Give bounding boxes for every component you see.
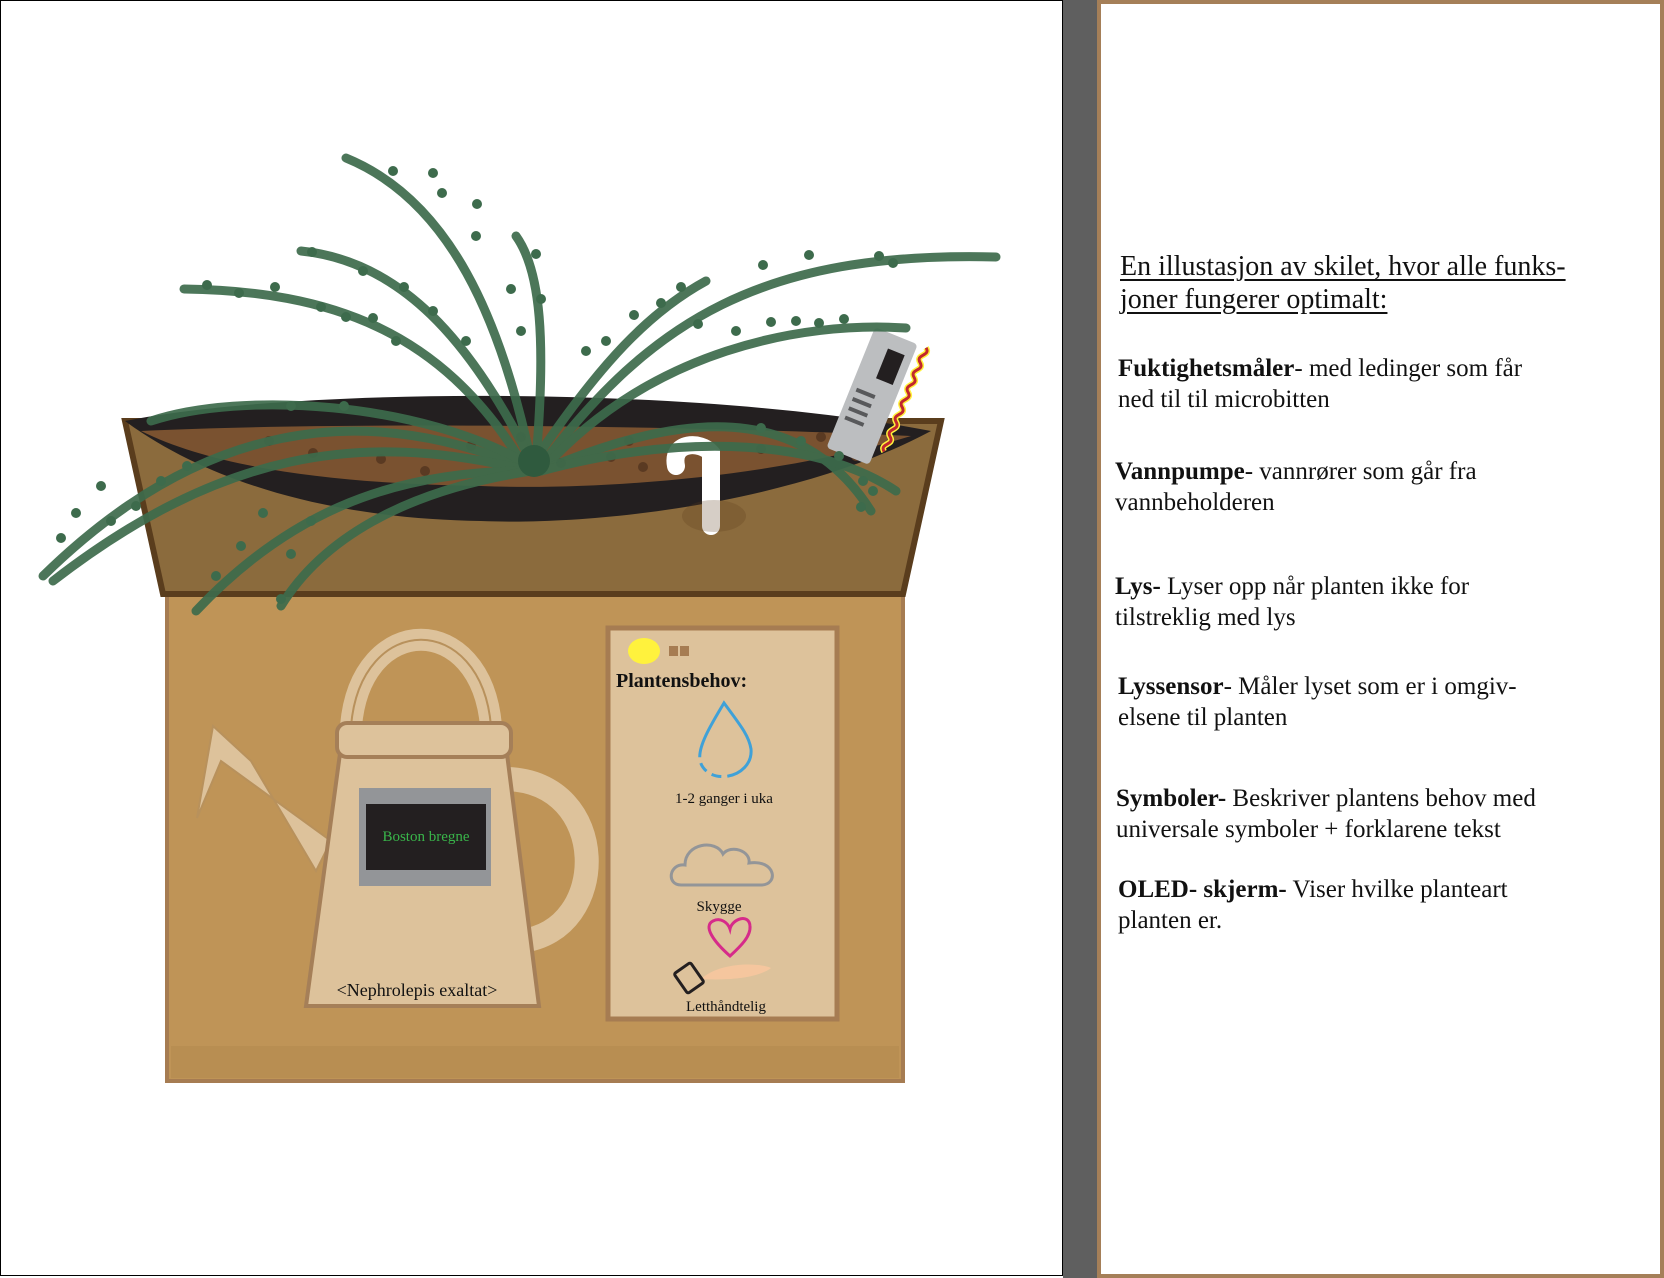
needs-card — [608, 628, 837, 1019]
light-label: Skygge — [696, 899, 742, 915]
light-sensor — [669, 646, 678, 656]
item-desc-line1: - Måler lyset som er i omgiv- — [1223, 673, 1517, 700]
item-desc-line1: - med ledinger som får — [1294, 355, 1523, 382]
item-term: Symboler- — [1116, 785, 1227, 812]
plant-sign-illustration — [1, 1, 1064, 1277]
item-vannpumpe — [1115, 456, 1615, 518]
item-desc-line1: Lyser opp når planten ikke for — [1160, 573, 1470, 600]
panel-title-line2: joner fungerer optimalt: — [1120, 284, 1388, 315]
item-term: Lyssensor — [1118, 673, 1224, 700]
item-term: OLED- skjerm- — [1118, 876, 1287, 903]
latin-name: <Nephrolepis exaltat> — [336, 980, 498, 1000]
description-panel — [1097, 0, 1664, 1278]
item-desc-line2: tilstreklig med lys — [1115, 604, 1296, 631]
item-desc-line1: - vannrører som går fra — [1244, 458, 1477, 485]
item-desc-line2: ned til til microbitten — [1118, 386, 1330, 413]
item-lyssensor — [1118, 671, 1618, 733]
item-desc-line2: planten er. — [1118, 907, 1223, 934]
item-desc-line2: elsene til planten — [1118, 704, 1288, 731]
item-desc-line2: universale symboler + forklarene tekst — [1116, 816, 1501, 843]
panel-title — [1120, 250, 1640, 316]
care-label: Letthåndtelig — [686, 999, 766, 1015]
needs-card-title: Plantensbehov: — [616, 670, 748, 692]
item-fuktighetsmaler — [1118, 353, 1618, 415]
item-term: Vannpumpe — [1115, 458, 1245, 485]
page-divider — [1063, 0, 1097, 1278]
water-label: 1-2 ganger i uka — [675, 791, 773, 807]
oled-text: Boston bregne — [382, 829, 470, 845]
item-oled-skjerm — [1118, 874, 1618, 936]
item-desc-line1: Beskriver plantens behov med — [1226, 785, 1536, 812]
item-symboler — [1116, 783, 1646, 845]
item-desc-line1: Viser hvilke planteart — [1286, 876, 1508, 903]
item-lys — [1115, 571, 1615, 633]
item-term: Lys- — [1115, 573, 1161, 600]
item-desc-line2: vannbeholderen — [1115, 489, 1275, 516]
item-term: Fuktighetsmåler — [1118, 355, 1295, 382]
panel-title-line1: En illustasjon av skilet, hvor alle funks- — [1120, 251, 1566, 282]
light-led — [628, 638, 660, 664]
